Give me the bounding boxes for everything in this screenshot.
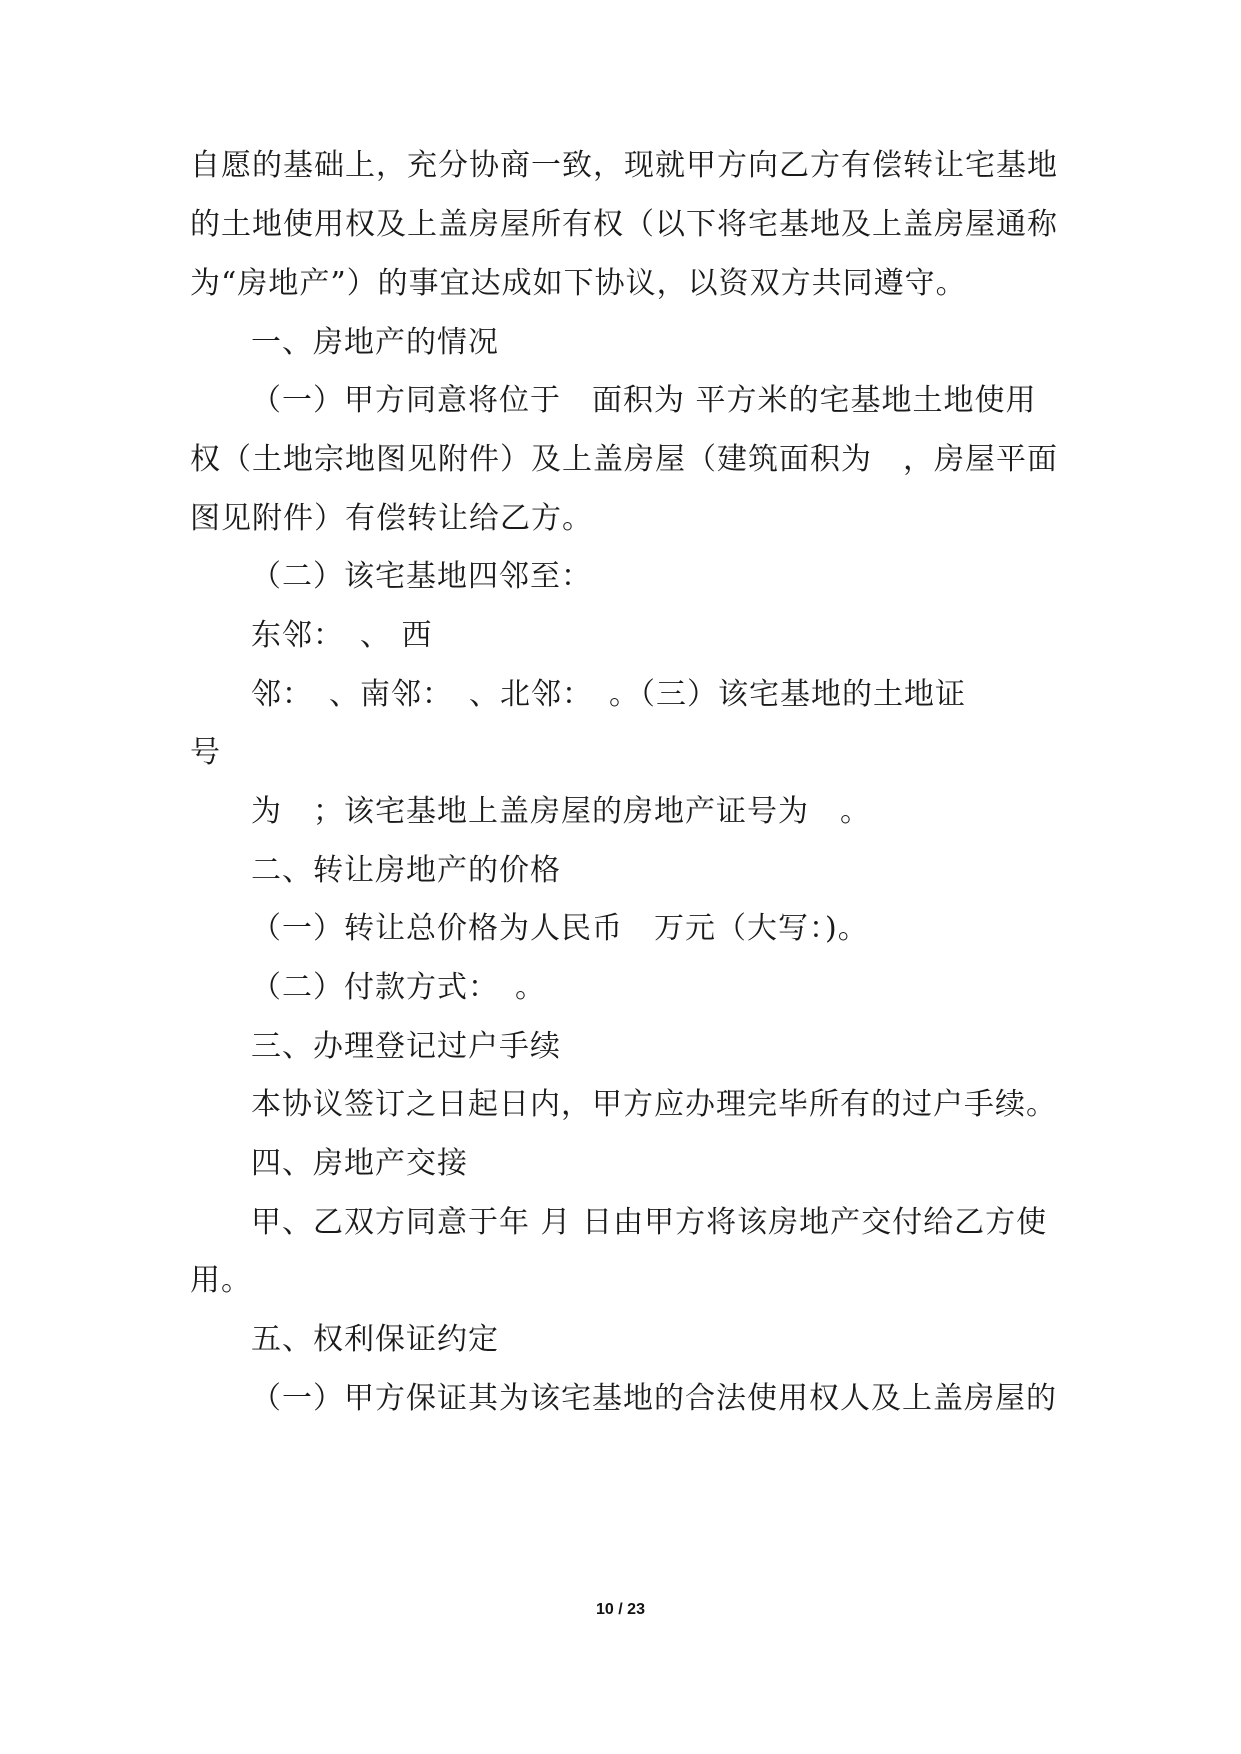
section-heading: 三、办理登记过户手续 [251,1029,561,1064]
body-line: （二）付款方式： 。 [251,970,546,1005]
body-line: 为 ；该宅基地上盖房屋的房地产证号为 。 [251,794,871,829]
page-number: 10 / 23 [596,1601,645,1618]
body-line: 用。 [190,1263,252,1298]
body-line: （二）该宅基地四邻至： [251,559,592,594]
body-line: （一）转让总价格为人民币 万元（大写：)。 [251,911,869,946]
body-line: 为“房地产”）的事宜达成如下协议，以资双方共同遵守。 [190,266,967,301]
body-line: （一）甲方同意将位于 面积为 平方米的宅基地土地使用 [251,383,1037,418]
body-line: 本协议签订之日起日内，甲方应办理完毕所有的过户手续。 [251,1087,1057,1122]
body-line: 邻： 、南邻： 、北邻： 。（三）该宅基地的土地证 [251,677,966,712]
body-line: 自愿的基础上，充分协商一致，现就甲方向乙方有偿转让宅基地 [190,148,1058,183]
body-line: 甲、乙双方同意于年 月 日由甲方将该房地产交付给乙方使 [251,1205,1048,1240]
body-line: 的土地使用权及上盖房屋所有权（以下将宅基地及上盖房屋通称 [190,207,1058,242]
body-line: 号 [190,735,221,770]
section-heading: 四、房地产交接 [251,1146,468,1181]
body-line: 权（土地宗地图见附件）及上盖房屋（建筑面积为 ，房屋平面 [190,442,1058,477]
body-line: 图见附件）有偿转让给乙方。 [190,501,593,536]
body-line: 东邻： 、 西 [251,618,433,653]
section-heading: 二、转让房地产的价格 [251,853,561,888]
section-heading: 五、权利保证约定 [251,1322,499,1357]
body-line: （一）甲方保证其为该宅基地的合法使用权人及上盖房屋的 [251,1381,1057,1416]
section-heading: 一、房地产的情况 [251,325,499,360]
